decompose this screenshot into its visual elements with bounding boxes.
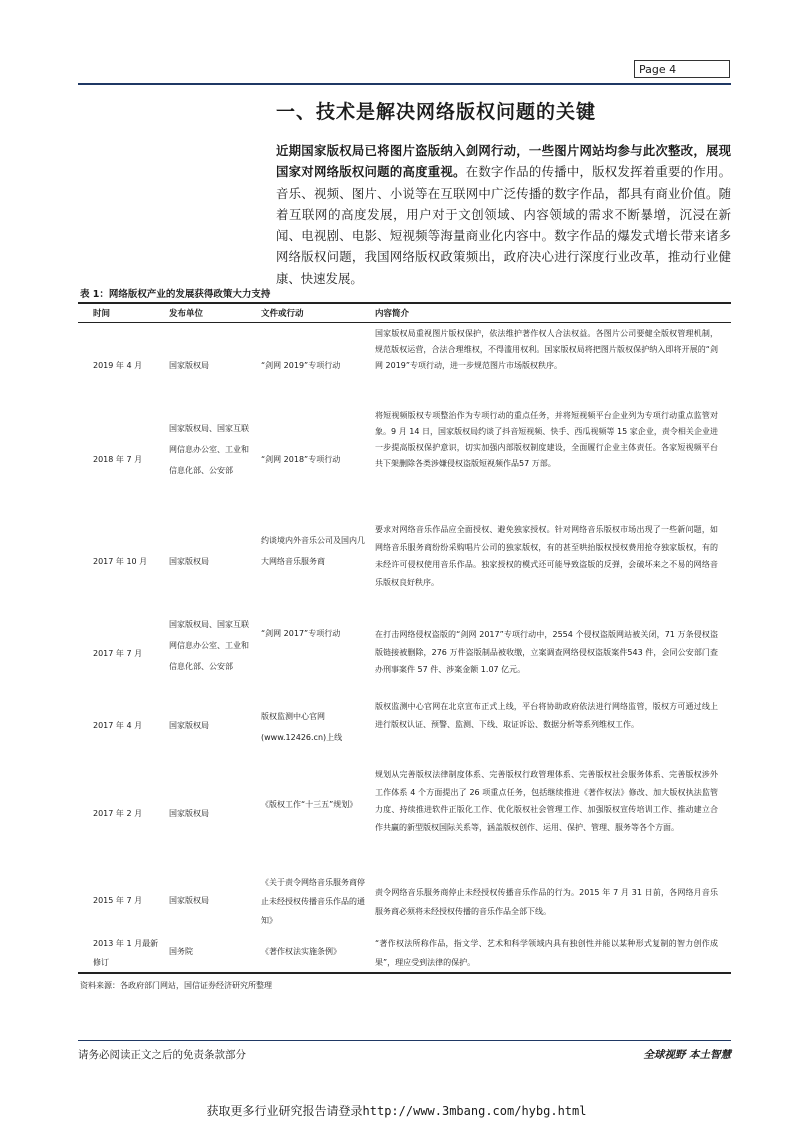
- row-date: 2017 年 2 月: [93, 809, 143, 818]
- header-desc: 内容简介: [375, 309, 410, 319]
- header-date: 时间: [93, 309, 111, 319]
- row-date: 2017 年 10 月: [93, 557, 148, 566]
- row-date: 2017 年 4 月: [93, 721, 143, 730]
- row-unit: 国家版权局: [169, 896, 209, 905]
- row-desc: “著作权法所称作品，指文学、艺术和科学领域内具有独创性并能以某种形式复制的智力创作成果”，理应受到法律的保护。: [375, 939, 718, 967]
- row-date: 2017 年 7 月: [93, 649, 143, 658]
- row-date: 2013 年 1 月最新修订: [93, 939, 159, 967]
- page-number-box: Page 4: [634, 60, 730, 78]
- row-desc: 国家版权局重视图片版权保护，依法维护著作权人合法权益。各图片公司要健全版权管理机制，规范版权运营，合法合理维权，不得滥用权利。国家版权局将把图片版权保护纳入即将开展的“剑网 2019”专项行动，进一步规范图片市场版权秩序。: [375, 329, 718, 370]
- row-unit: 国家版权局: [169, 721, 209, 730]
- row-desc: 责令网络音乐服务商停止未经授权传播音乐作品的行为。2015 年 7 月 31 日前，各网络月音乐服务商必须将未经授权传播的音乐作品全部下线。: [375, 888, 718, 916]
- row-doc: 《著作权法实施条例》: [261, 947, 341, 956]
- row-desc: 将短视频版权专项整治作为专项行动的重点任务，并将短视频平台企业列为专项行动重点监管对象。9 月 14 日，国家版权局约谈了抖音短视频、快手、西瓜视频等 15 家企业，责令相关企业进一步提高版权保护意识，切实加强内部版权制度建设，全面履行企业主体责任。各家短视频平台共下架删除各类涉嫌侵权盗版短视频作品57 万部。: [375, 411, 718, 468]
- slogan: 全球视野 本土智慧: [643, 1049, 731, 1061]
- row-date: 2015 年 7 月: [93, 896, 143, 905]
- row-doc: “剑网 2018”专项行动: [261, 455, 341, 464]
- row-unit: 国务院: [169, 947, 193, 956]
- row-date: 2019 年 4 月: [93, 361, 143, 370]
- intro-rest: 在数字作品的传播中，版权发挥着重要的作用。音乐、视频、图片、小说等在互联网中广泛传播的数字作品，都具有商业价值。随着互联网的高度发展，用户对于文创领域、内容领域的需求不断暴增，沉浸在新闻、电视剧、电影、短视频等海量商业化内容中。数字作品的爆发式增长带来诸多网络版权问题，我国网络版权政策频出，政府决心进行深度行业改革，推动行业健康、快速发展。: [276, 164, 732, 286]
- source-note: 资料来源：各政府部门网站，国信证券经济研究所整理: [80, 981, 272, 990]
- table-header-rule: [78, 322, 731, 323]
- header-unit: 发布单位: [169, 309, 204, 319]
- table-top-rule: [78, 302, 731, 304]
- row-doc: 《版权工作“十三五”规划》: [261, 800, 358, 809]
- row-doc: 约谈境内外音乐公司及国内几大网络音乐服务商: [261, 536, 365, 566]
- row-unit: 国家版权局: [169, 557, 209, 566]
- table-title: 表 1：网络版权产业的发展获得政策大力支持: [80, 289, 271, 300]
- table-bottom-rule: [78, 972, 731, 974]
- footer-divider: [78, 1040, 731, 1041]
- row-unit: 国家版权局、国家互联网信息办公室、工业和信息化部、公安部: [169, 424, 249, 475]
- disclaimer: 请务必阅读正文之后的免责条款部分: [78, 1049, 246, 1061]
- row-doc: 《关于责令网络音乐服务商停止未经授权传播音乐作品的通知》: [261, 878, 365, 925]
- row-desc: 版权监测中心官网在北京宣布正式上线，平台将协助政府依法进行网络监管，版权方可通过线上进行版权认证、预警、监测、下线、取证诉讼、数据分析等系列维权工作。: [375, 702, 718, 729]
- intro-paragraph: [276, 140, 731, 289]
- row-desc: 要求对网络音乐作品应全面授权、避免独家授权。针对网络音乐版权市场出现了一些新问题，如网络音乐服务商纷纷采购唱片公司的独家版权，有的甚至哄抬版权授权费用抢夺独家版权，有的未经许可侵权使用音乐作品。独家授权的模式还可能导致盗版的反弹，会破坏来之不易的网络音乐版权良好秩序。: [375, 525, 718, 587]
- header-divider: [78, 83, 731, 85]
- header-doc: 文件或行动: [261, 309, 304, 319]
- row-date: 2018 年 7 月: [93, 455, 143, 464]
- footer-link[interactable]: 获取更多行业研究报告请登录http://www.3mbang.com/hybg.html: [206, 1104, 587, 1118]
- row-unit: 国家版权局、国家互联网信息办公室、工业和信息化部、公安部: [169, 620, 249, 671]
- intro-bold: 近期国家版权局已将图片盗版纳入剑网行动，一些图片网站均参与此次整改，展现国家对网络版权问题的高度重视。: [276, 143, 731, 180]
- row-unit: 国家版权局: [169, 809, 209, 818]
- row-unit: 国家版权局: [169, 361, 209, 370]
- row-doc: 版权监测中心官网(www.12426.cn)上线: [261, 712, 343, 742]
- row-desc: 规划从完善版权法律制度体系、完善版权行政管理体系、完善版权社会服务体系、完善版权涉外工作体系 4 个方面提出了 26 项重点任务，包括继续推进《著作权法》修改、加大版权执法监管力度、持续推进软件正版化工作、优化版权社会管理工作、加强版权宣传培训工作、推动建立合作共赢的新型版权国际关系等，涵盖版权创作、运用、保护、管理、服务等各个方面。: [375, 770, 718, 832]
- row-desc: 在打击网络侵权盗版的“剑网 2017”专项行动中，2554 个侵权盗版网站被关闭，71 万条侵权盗版链接被删除，276 万件盗版制品被收缴，立案调查网络侵权盗版案件543 件，会同公安部门查办刑事案件 57 件、涉案金额 1.07 亿元。: [375, 630, 718, 674]
- row-doc: “剑网 2019”专项行动: [261, 361, 341, 370]
- row-doc: “剑网 2017”专项行动: [261, 629, 341, 638]
- section-heading: 一、技术是解决网络版权问题的关键: [276, 101, 597, 123]
